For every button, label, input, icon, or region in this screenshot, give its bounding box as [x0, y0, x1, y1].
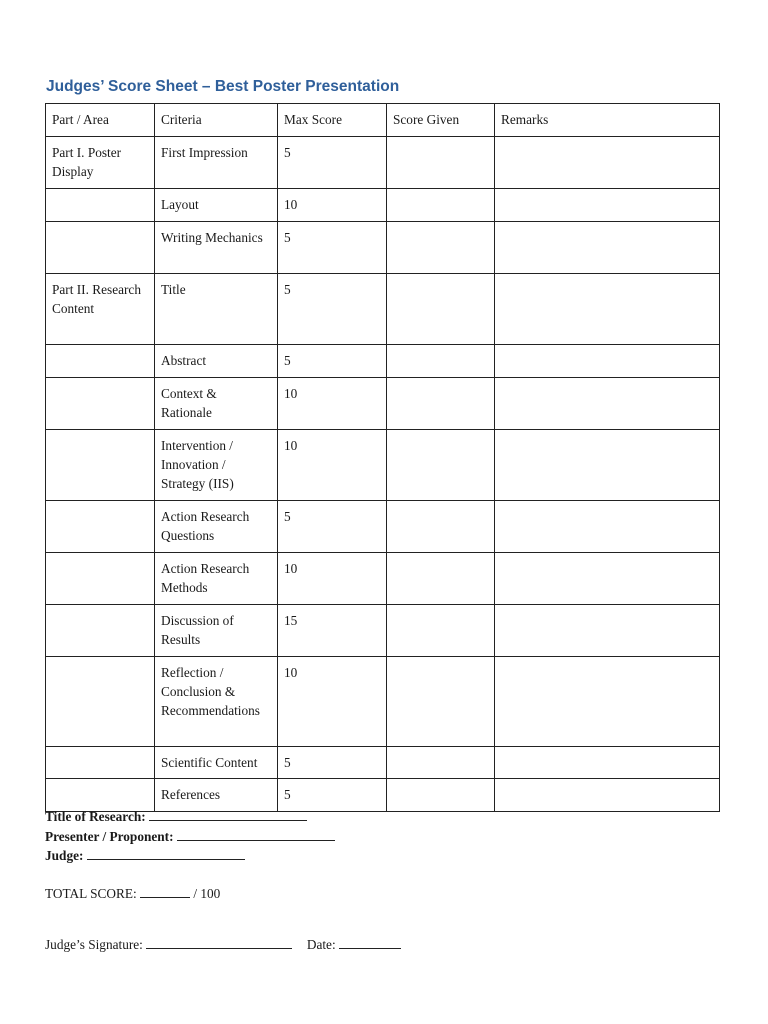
header-remarks: Remarks: [495, 104, 720, 137]
total-score-line: [45, 886, 220, 902]
max-score-cell: 10: [278, 378, 387, 430]
table-row: [46, 605, 720, 657]
part-cell: [46, 779, 155, 812]
presenter-blank[interactable]: [177, 830, 335, 841]
criteria-cell: Intervention / Innovation / Strategy (IIS): [155, 430, 278, 501]
criteria-cell: Action Research Methods: [155, 553, 278, 605]
header-score-given: Score Given: [387, 104, 495, 137]
score-given-cell[interactable]: [387, 274, 495, 345]
remarks-cell[interactable]: [495, 779, 720, 812]
remarks-cell[interactable]: [495, 345, 720, 378]
presenter-label: Presenter / Proponent:: [45, 829, 174, 844]
header-criteria: Criteria: [155, 104, 278, 137]
header-row: [46, 104, 720, 137]
criteria-cell: Layout: [155, 189, 278, 222]
header-part: Part / Area: [46, 104, 155, 137]
score-given-cell[interactable]: [387, 779, 495, 812]
remarks-cell[interactable]: [495, 274, 720, 345]
table-row: [46, 657, 720, 747]
max-score-cell: 5: [278, 222, 387, 274]
max-score-cell: 15: [278, 605, 387, 657]
part-cell: [46, 501, 155, 553]
criteria-cell: Scientific Content: [155, 747, 278, 779]
signature-blank[interactable]: [146, 938, 292, 949]
score-given-cell[interactable]: [387, 189, 495, 222]
part-cell: [46, 657, 155, 747]
table-row: [46, 222, 720, 274]
judge-label: Judge:: [45, 848, 84, 863]
remarks-cell[interactable]: [495, 747, 720, 779]
remarks-cell[interactable]: [495, 430, 720, 501]
score-given-cell[interactable]: [387, 747, 495, 779]
max-score-cell: 5: [278, 747, 387, 779]
part-cell: Part I. Poster Display: [46, 137, 155, 189]
table-row: [46, 779, 720, 812]
part-cell: [46, 553, 155, 605]
part-cell: [46, 222, 155, 274]
sheet-title: Judges’ Score Sheet – Best Poster Presentation: [46, 78, 400, 95]
judge-line: [45, 848, 245, 864]
title-of-research-line: [45, 809, 307, 825]
date-label: Date:: [306, 937, 336, 952]
criteria-cell: First Impression: [155, 137, 278, 189]
table-row: [46, 274, 720, 345]
criteria-cell: Discussion of Results: [155, 605, 278, 657]
score-given-cell[interactable]: [387, 137, 495, 189]
score-given-cell[interactable]: [387, 345, 495, 378]
score-given-cell[interactable]: [387, 222, 495, 274]
max-score-cell: 5: [278, 501, 387, 553]
title-of-research-blank[interactable]: [149, 810, 307, 821]
judge-blank[interactable]: [87, 849, 245, 860]
date-blank[interactable]: [339, 938, 401, 949]
table-row: [46, 747, 720, 779]
table-row: [46, 378, 720, 430]
header-max-score: Max Score: [278, 104, 387, 137]
remarks-cell[interactable]: [495, 553, 720, 605]
criteria-cell: Writing Mechanics: [155, 222, 278, 274]
remarks-cell[interactable]: [495, 605, 720, 657]
table-row: [46, 345, 720, 378]
max-score-cell: 5: [278, 274, 387, 345]
remarks-cell[interactable]: [495, 137, 720, 189]
criteria-cell: Abstract: [155, 345, 278, 378]
title-of-research-label: Title of Research:: [45, 809, 146, 824]
part-cell: [46, 605, 155, 657]
remarks-cell[interactable]: [495, 189, 720, 222]
presenter-line: [45, 829, 335, 845]
table-row: [46, 501, 720, 553]
remarks-cell[interactable]: [495, 222, 720, 274]
total-score-label: TOTAL SCORE:: [45, 886, 137, 901]
criteria-cell: References: [155, 779, 278, 812]
score-given-cell[interactable]: [387, 605, 495, 657]
criteria-cell: Reflection / Conclusion & Recommendations: [155, 657, 278, 747]
score-given-cell[interactable]: [387, 657, 495, 747]
remarks-cell[interactable]: [495, 378, 720, 430]
part-cell: [46, 378, 155, 430]
part-cell: [46, 189, 155, 222]
total-score-blank[interactable]: [140, 887, 190, 898]
score-given-cell[interactable]: [387, 430, 495, 501]
max-score-cell: 5: [278, 345, 387, 378]
max-score-cell: 10: [278, 189, 387, 222]
table-row: [46, 430, 720, 501]
score-given-cell[interactable]: [387, 501, 495, 553]
criteria-cell: Action Research Questions: [155, 501, 278, 553]
max-score-cell: 10: [278, 553, 387, 605]
criteria-cell: Context & Rationale: [155, 378, 278, 430]
remarks-cell[interactable]: [495, 657, 720, 747]
criteria-cell: Title: [155, 274, 278, 345]
table-row: [46, 553, 720, 605]
signature-label: Judge’s Signature:: [45, 937, 143, 952]
remarks-cell[interactable]: [495, 501, 720, 553]
max-score-cell: 10: [278, 430, 387, 501]
signature-line: [45, 937, 401, 953]
score-given-cell[interactable]: [387, 378, 495, 430]
part-cell: Part II. Research Content: [46, 274, 155, 345]
part-cell: [46, 747, 155, 779]
part-cell: [46, 430, 155, 501]
table-row: [46, 189, 720, 222]
max-score-cell: 5: [278, 779, 387, 812]
table-row: [46, 137, 720, 189]
max-score-cell: 5: [278, 137, 387, 189]
max-score-cell: 10: [278, 657, 387, 747]
score-table: [45, 103, 720, 812]
total-score-max: / 100: [193, 886, 221, 901]
score-given-cell[interactable]: [387, 553, 495, 605]
part-cell: [46, 345, 155, 378]
